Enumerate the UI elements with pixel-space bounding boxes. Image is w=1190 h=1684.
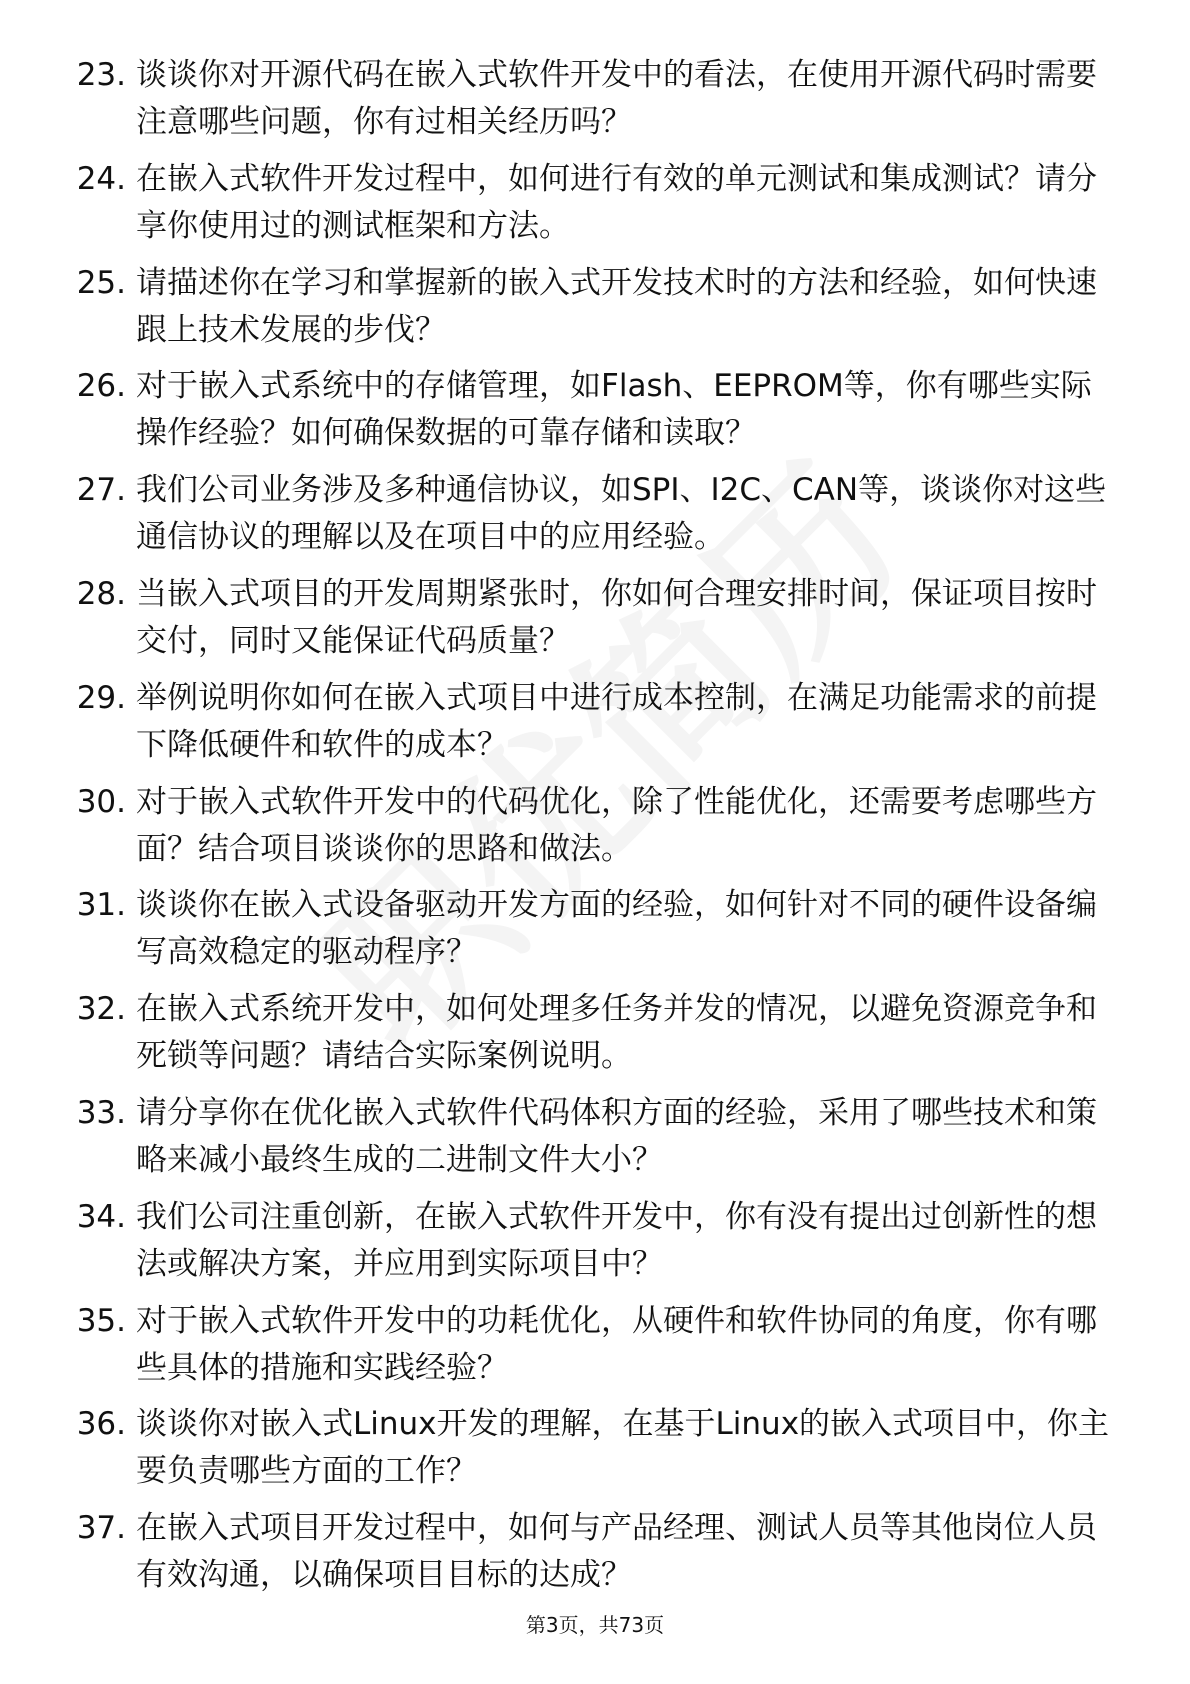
list-item <box>60 986 1130 1090</box>
question-text: 举例说明你如何在嵌入式项目中进行成本控制，在满足功能需求的前提下降低硬件和软件的成本？ <box>136 679 1097 763</box>
question-text: 请描述你在学习和掌握新的嵌入式开发技术时的方法和经验，如何快速跟上技术发展的步伐？ <box>136 264 1097 348</box>
question-number: 29. <box>76 679 126 716</box>
list-item <box>60 52 1130 156</box>
question-text: 谈谈你对嵌入式Linux开发的理解，在基于Linux的嵌入式项目中，你主要负责哪些方面的工作？ <box>136 1406 1110 1490</box>
question-number: 28. <box>76 575 126 612</box>
list-item <box>60 1194 1130 1298</box>
question-text: 在嵌入式项目开发过程中，如何与产品经理、测试人员等其他岗位人员有效沟通，以确保项目目标的达成？ <box>136 1510 1097 1594</box>
question-text: 对于嵌入式软件开发中的功耗优化，从硬件和软件协同的角度，你有哪些具体的措施和实践经验？ <box>136 1302 1097 1386</box>
question-number: 32. <box>76 991 126 1028</box>
list-item <box>60 260 1130 364</box>
question-number: 33. <box>76 1094 126 1131</box>
question-number: 37. <box>76 1510 126 1547</box>
question-text: 当嵌入式项目的开发周期紧张时，你如何合理安排时间，保证项目按时交付，同时又能保证代码质量？ <box>136 575 1097 659</box>
list-item <box>60 1090 1130 1194</box>
question-text: 在嵌入式软件开发过程中，如何进行有效的单元测试和集成测试？请分享你使用过的测试框架和方法。 <box>136 160 1097 244</box>
question-text: 对于嵌入式系统中的存储管理，如Flash、EEPROM等，你有哪些实际操作经验？如何确保数据的可靠存储和读取？ <box>136 368 1092 452</box>
question-number: 31. <box>76 887 126 924</box>
question-number: 30. <box>76 783 126 820</box>
list-item <box>60 1298 1130 1402</box>
question-text: 我们公司业务涉及多种通信协议，如SPI、I2C、CAN等，谈谈你对这些通信协议的理解以及在项目中的应用经验。 <box>136 472 1107 556</box>
list-item <box>60 675 1130 779</box>
question-text: 谈谈你在嵌入式设备驱动开发方面的经验，如何针对不同的硬件设备编写高效稳定的驱动程序？ <box>136 887 1097 971</box>
question-number: 26. <box>76 368 126 405</box>
question-number: 35. <box>76 1302 126 1339</box>
list-item <box>60 467 1130 571</box>
question-number: 36. <box>76 1406 126 1443</box>
question-text: 在嵌入式系统开发中，如何处理多任务并发的情况，以避免资源竞争和死锁等问题？请结合实际案例说明。 <box>136 991 1097 1075</box>
list-item <box>60 571 1130 675</box>
list-item <box>60 156 1130 260</box>
question-number: 25. <box>76 264 126 301</box>
question-text: 谈谈你对开源代码在嵌入式软件开发中的看法，在使用开源代码时需要注意哪些问题，你有过相关经历吗？ <box>136 57 1097 140</box>
question-number: 23. <box>76 57 126 93</box>
question-list <box>60 52 1130 1609</box>
list-item <box>60 1401 1130 1505</box>
question-number: 27. <box>76 472 126 509</box>
question-text: 请分享你在优化嵌入式软件代码体积方面的经验，采用了哪些技术和策略来减小最终生成的二进制文件大小？ <box>136 1094 1097 1178</box>
question-text: 我们公司注重创新，在嵌入式软件开发中，你有没有提出过创新性的想法或解决方案，并应用到实际项目中？ <box>136 1198 1097 1282</box>
question-number: 24. <box>76 160 126 197</box>
list-item <box>60 1505 1130 1609</box>
list-item <box>60 363 1130 467</box>
list-item <box>60 779 1130 883</box>
question-number: 34. <box>76 1198 126 1235</box>
list-item <box>60 882 1130 986</box>
question-text: 对于嵌入式软件开发中的代码优化，除了性能优化，还需要考虑哪些方面？结合项目谈谈你的思路和做法。 <box>136 783 1097 867</box>
page-indicator: 第3页，共73页 <box>525 1613 665 1637</box>
